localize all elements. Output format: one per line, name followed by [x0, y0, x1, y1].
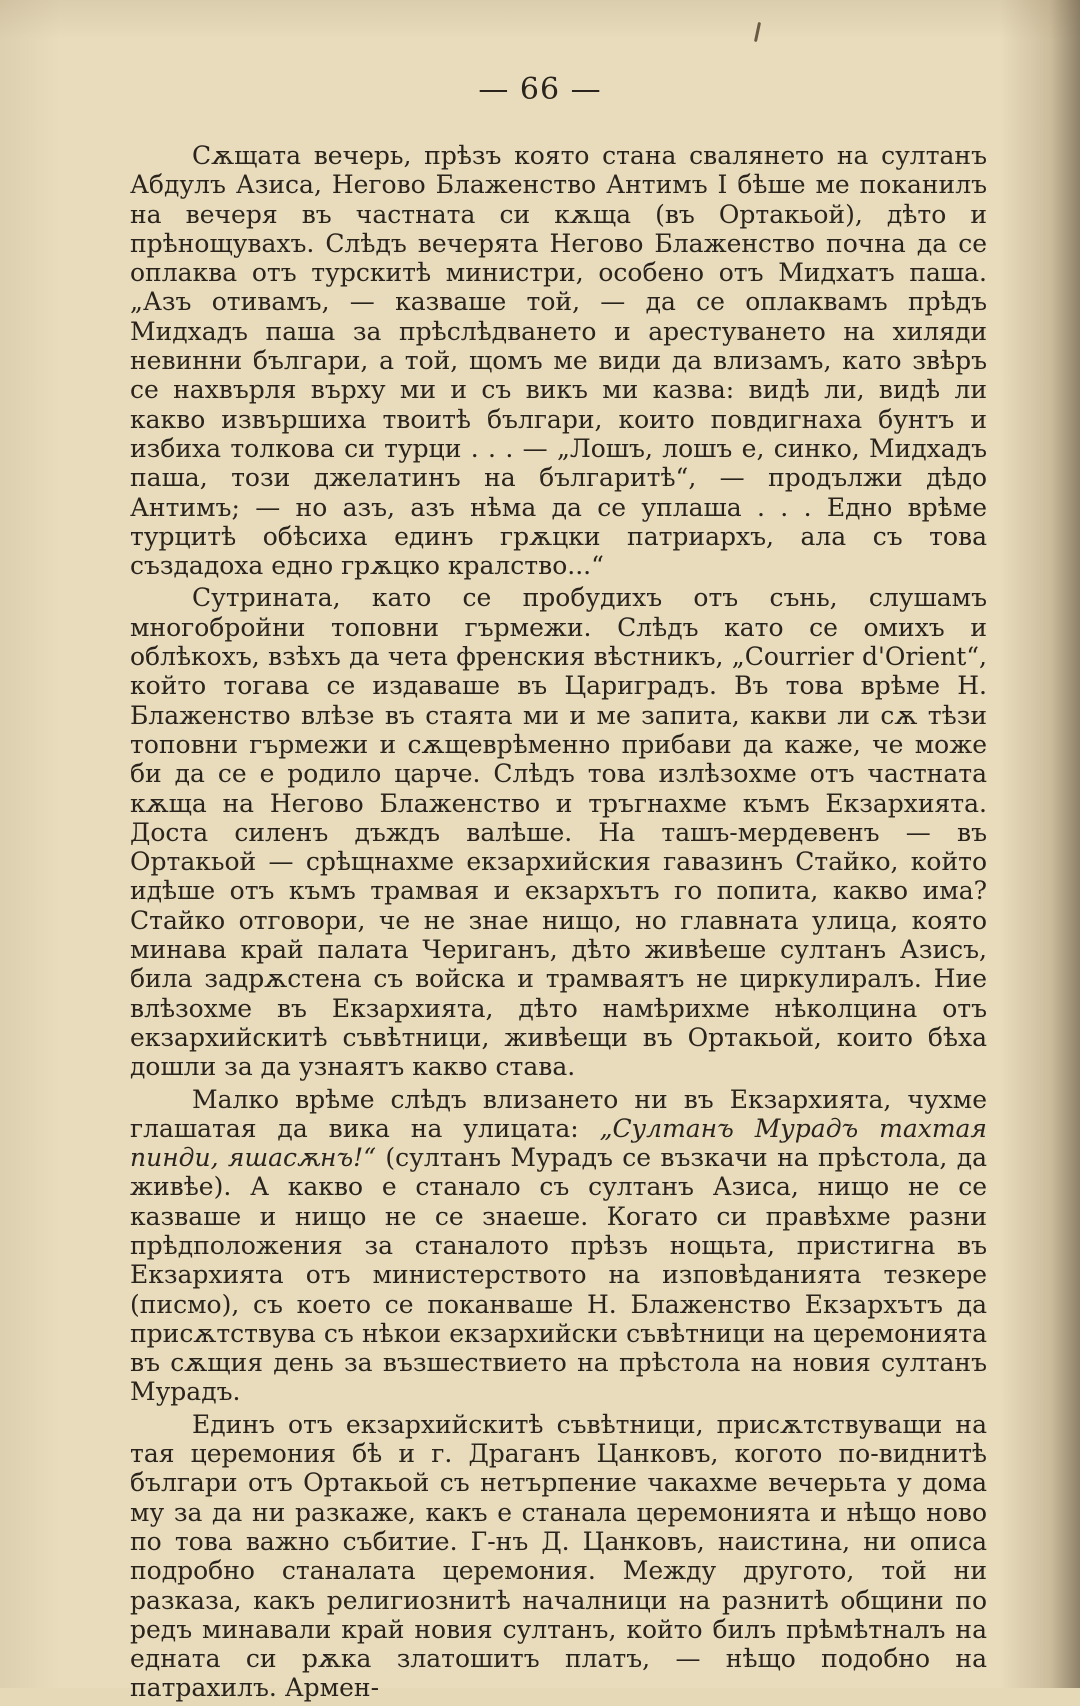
paragraph-1: Сѫщата вечерь, прѣзъ която стана свалянето на султанъ Абдулъ Азиса, Негово Блаженство Антимъ I бѣше ме поканилъ на вечеря въ частната си кѫща (въ Ортакьой), дѣто и прѣнощувахъ. Слѣдъ вечерята Негово Блаженство почна да се оплаква отъ турскитѣ министри, особено отъ Мидхатъ паша. „Азъ отивамъ, — казваше той, — да се оплаквамъ прѣдъ Мидхадъ паша за прѣслѣдването и арестуването на хиляди невинни българи, а той, щомъ ме види да влизамъ, като звѣръ се нахвърля върху ми и съ викъ ми казва: видѣ ли, видѣ ли какво извършиха твоитѣ българи, които повдигнаха бунтъ и избиха толкова си турци . . . — „Лошъ, лошъ е, синко, Мидхадъ паша, този джелатинъ на българитѣ“, — продължи дѣдо Антимъ; — но азъ, азъ нѣма да се уплаша . . . Едно врѣме турцитѣ обѣсиха единъ грѫцки патриархъ, ала съ това създадоха едно грѫцко кралство...“: [130, 141, 987, 581]
paragraph-3: [130, 1085, 987, 1407]
paragraph-3-intro: Малко врѣме слѣдъ влизането ни въ Екзархията, чухме глашатая да вика на улицата:: [130, 1084, 987, 1143]
scan-mark: [754, 22, 761, 42]
page-number: — 66 —: [478, 72, 602, 107]
paragraph-2: Сутрината, като се пробудихъ отъ сънь, слушамъ многобройни топовни гърмежи. Слѣдъ като се омихъ и облѣкохъ, взѣхъ да чета френския вѣстникъ, „Courrier d'Orient“, който тогава се издаваше въ Цариградъ. Въ това врѣме Н. Блаженство влѣзе въ стаята ми и ме запита, какви ли сѫ тѣзи топовни гърмежи и сѫщеврѣменно прибави да каже, че може би да се е родило царче. Слѣдъ това излѣзохме отъ частната кѫща на Негово Блаженство и тръгнахме къмъ Екзархията. Доста силенъ дъждъ валѣше. На ташъ-мердевенъ — въ Ортакьой — срѣщнахме екзархийския гавазинъ Стайко, който идѣше отъ къмъ трамвая и екзархътъ го попита, какво има? Стайко отговори, че не знае нищо, но главната улица, която минава край палата Чериганъ, дѣто живѣеше султанъ Азисъ, била задрѫстена съ войска и трамваятъ не циркулиралъ. Ние влѣзохме въ Екзархията, дѣто намѣрихме нѣколцина отъ екзархийскитѣ съвѣтници, живѣещи въ Ортакьой, които бѣха дошли за да узнаятъ какво става.: [130, 583, 987, 1082]
paragraph-3-rest: (султанъ Мурадъ се възкачи на прѣстола, да живѣе). А какво е станало съ султанъ Азиса, нищо не се казваше и нищо не се знаеше. Когато си правѣхме разни прѣдположения за станалото прѣзъ нощьта, пристигна въ Екзархията отъ министерството на изповѣданията тезкере (писмо), съ което се поканваше Н. Блаженство Екзархътъ да присѫтствува съ нѣкои екзархийски съвѣтници на церемонията въ сѫщия день за възшествието на прѣстола на новия султанъ Мурадъ.: [130, 1143, 987, 1407]
herald-quote: „Султанъ Мурадъ тахтая пинди, яшасѫнъ!“: [130, 1113, 987, 1173]
paragraph-4: Единъ отъ екзархийскитѣ съвѣтници, присѫтствуващи на тая церемония бѣ и г. Драганъ Цанковъ, когото по-виднитѣ българи отъ Ортакьой съ нетърпение чакахме вечерьта у дома му за да ни разкаже, какъ е станала церемонията и нѣщо ново по това важно събитие. Г-нъ Д. Цанковъ, наистина, ни описа подробно станалата церемония. Между другото, той ни разказа, какъ религиознитѣ началници на разнитѣ общини по редъ минавали край новия султанъ, който билъ прѣмѣтналъ на едната си рѫка златошитъ платъ, — нѣщо подобно на патрахилъ. Армен-: [130, 1409, 987, 1703]
page-body: [130, 141, 987, 1706]
